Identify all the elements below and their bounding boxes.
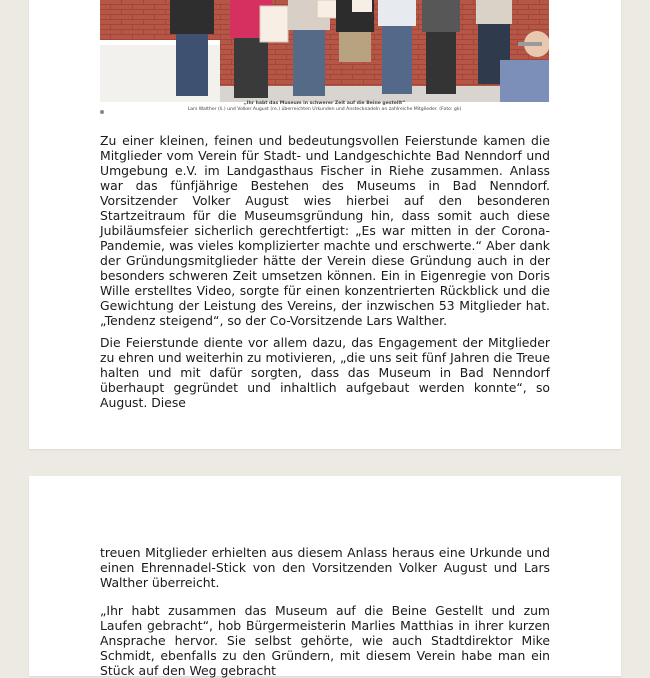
document-page-2 [29, 476, 621, 676]
document-page-1 [29, 0, 621, 449]
article-paragraph: Zu einer kleinen, feinen und bedeutungsvollen Feierstunde kamen die Mitglieder vom Verein für Stadt- und Landgeschichte Bad Nenndorf und Umgebung e.V. im Landgasthaus Fischer in Riehe zusammen. Anlass war das fünfjährige Bestehen des Museums in Bad Nenndorf. Vorsitzender Volker August wies hierbei auf den besonderen Startzeitraum für die Museumsgründung hin, dass somit auch diese Jubiläumsfeier sicherlich gerechtfertigt: „Es war mitten in der Corona-Pandemie, was vieles komplizierter machte und erschwerte.“ Aber dank der Gründungsmitglieder hätte der Verein diese Gründung auch in der besonders schweren Zeit umsetzen können. Ein in Eigenregie von Doris Wille erstelltes Video, sorgte für einen konzentrierten Rückblick und die Gewichtung der Leistung des Vereins, der inzwischen 53 Mitglieder hat. „Tendenz steigend“, so der Co-Vorsitzende Lars Walther. [100, 133, 550, 328]
caption-title: „Ihr habt das Museum in schwerer Zeit auf die Beine gestellt“ [243, 101, 406, 106]
article-paragraph: Die Feierstunde diente vor allem dazu, das Engagement der Mitglieder zu ehren und weiterhin zu motivieren, „die uns seit fünf Jahren die Treue halten und mit dafür sorgten, dass das Museum in Bad Nenndorf überhaupt gegründet und inhaltlich aufgebaut werden konnte“, so August. Diese [100, 335, 550, 410]
article-paragraph: treuen Mitglieder erhielten aus diesem Anlass heraus eine Urkunde und einen Ehrennadel-Stick von den Vorsitzenden Volker August und Lars Walther überreicht. [100, 545, 550, 590]
caption-credit: Lars Walther (li.) und Volker August (re.) überreichten Urkunden und Anstecknadeln an zahlreiche Mitglieder. (Foto: gk) [187, 107, 462, 112]
group-photo-image [100, 0, 549, 102]
article-photo [100, 0, 549, 102]
photo-caption [100, 101, 549, 113]
caption-bullet-icon [100, 110, 104, 114]
article-paragraph: „Ihr habt zusammen das Museum auf die Beine Gestellt und zum Laufen gebracht“, hob Bürgermeisterin Marlies Matthias in ihrer kurzen Ansprache hervor. Sie selbst gehörte, wie auch Stadtdirektor Mike Schmidt, ebenfalls zu den Gründern, mit diesem Verein habe man ein Stück auf den Weg gebracht [100, 603, 550, 678]
